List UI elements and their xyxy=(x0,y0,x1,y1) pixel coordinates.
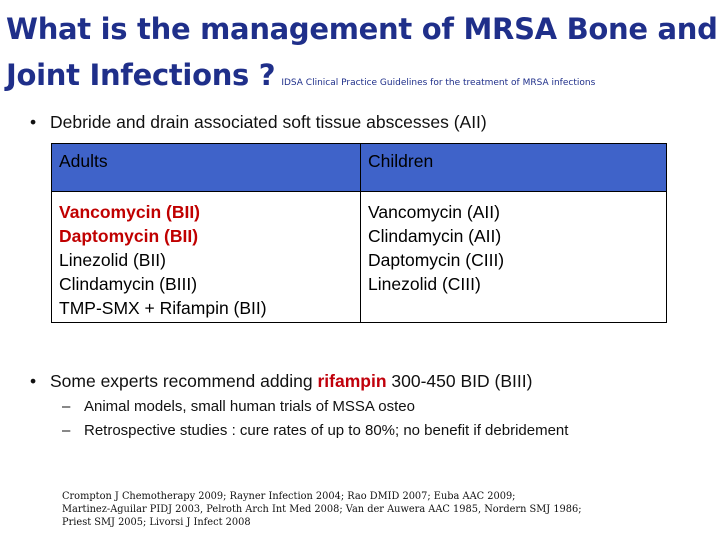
sub-bullet-retrospective xyxy=(62,422,568,439)
slide-title xyxy=(6,6,718,106)
rifampin-highlight: rifampin xyxy=(317,371,387,391)
adults-regimen-1: Vancomycin (BII) xyxy=(59,202,201,222)
title-line-2 xyxy=(6,52,718,106)
bullet-debride-text: Debride and drain associated soft tissue abscesses (AII) xyxy=(50,112,487,132)
table-header-row xyxy=(52,144,667,192)
children-regimen-1: Vancomycin (AII) xyxy=(368,202,500,222)
children-cell xyxy=(361,192,667,323)
title-line-2-text: Joint Infections ? xyxy=(6,58,276,92)
adults-regimen-2: Daptomycin (BII) xyxy=(59,226,199,246)
bullet-rifampin-before: Some experts recommend adding xyxy=(50,371,318,391)
table-row xyxy=(52,192,667,323)
reference-line-1: Crompton J Chemotherapy 2009; Rayner Infection 2004; Rao DMID 2007; Euba AAC 2009; xyxy=(62,491,516,502)
bullet-rifampin-after: 300-450 BID (BIII) xyxy=(386,371,533,391)
bullet-dot: • xyxy=(30,371,37,391)
children-regimen-3: Daptomycin (CIII) xyxy=(368,250,505,270)
dash-marker: – xyxy=(62,422,71,439)
adults-regimen-3: Linezolid (BII) xyxy=(59,250,166,270)
sub-bullet-1-text: Animal models, small human trials of MSSA osteo xyxy=(84,398,415,415)
bullet-debride xyxy=(30,112,487,133)
reference-line-3: Priest SMJ 2005; Livorsi J Infect 2008 xyxy=(62,517,251,528)
header-children: Children xyxy=(361,144,667,192)
children-regimen-4: Linezolid (CIII) xyxy=(368,274,481,294)
adults-cell xyxy=(52,192,361,323)
bullet-rifampin xyxy=(30,371,532,392)
children-regimen-2: Clindamycin (AII) xyxy=(368,226,502,246)
sub-bullet-2-text: Retrospective studies : cure rates of up to 80%; no benefit if debridement xyxy=(84,422,569,439)
adults-regimen-4: Clindamycin (BIII) xyxy=(59,274,198,294)
bullet-dot: • xyxy=(30,112,37,132)
title-line-1: What is the management of MRSA Bone and xyxy=(6,12,718,46)
header-adults: Adults xyxy=(52,144,361,192)
references xyxy=(62,490,712,529)
guideline-source-note: IDSA Clinical Practice Guidelines for the treatment of MRSA infections xyxy=(281,78,596,88)
adults-regimen-5: TMP-SMX + Rifampin (BII) xyxy=(59,298,267,318)
dash-marker: – xyxy=(62,398,71,415)
reference-line-2: Martinez-Aguilar PIDJ 2003, Pelroth Arch Int Med 2008; Van der Auwera AAC 1985, Nordern SMJ 1986; xyxy=(62,504,582,515)
sub-bullet-animal-models xyxy=(62,398,415,415)
regimen-table xyxy=(51,143,667,323)
